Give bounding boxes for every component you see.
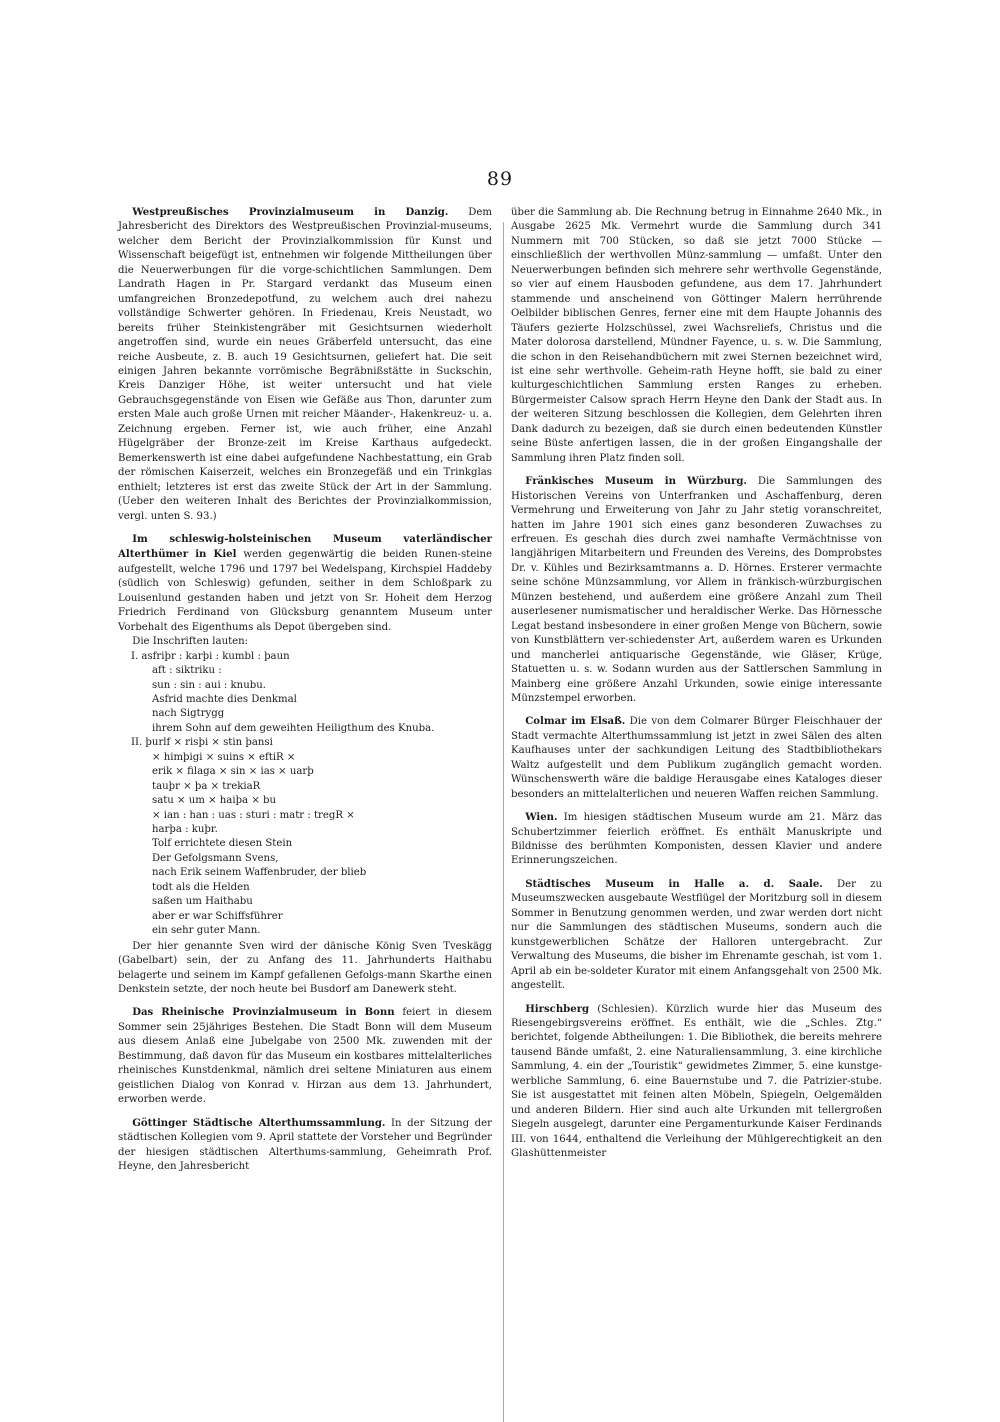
inscription-line: Der Gefolgsmann Svens,: [152, 852, 279, 864]
inscription-line: Asfrid machte dies Denkmal: [152, 693, 297, 705]
inscription-line: nach Sigtrygg: [152, 708, 225, 720]
article-text: Im hiesigen städtischen Museum wurde am 21. März das Schubertzimmer feierlich eröffnet. Es enthält Manuskripte und Bildnisse des berühmten Komponisten, dessen Klavier und andere Erinnerungszeichen.: [511, 812, 882, 867]
inscription-line: Tolf errichtete diesen Stein: [152, 838, 293, 850]
article-heading: Wien.: [525, 811, 558, 824]
inscription-line: harþa : kuþr.: [152, 824, 218, 836]
article-paragraph: [511, 1002, 882, 1162]
inscription-line: sun : sin : aui : knubu.: [152, 679, 266, 691]
inscription-line: todt als die Helden: [152, 881, 250, 893]
article-paragraph: [511, 205, 882, 466]
article-paragraph: [511, 810, 882, 869]
inscription-line: ein sehr guter Mann.: [152, 925, 261, 937]
inscription-line: × ian : han : uas : sturi : matr : tregR ×: [152, 809, 355, 821]
right-column: [511, 205, 882, 1162]
article-heading: Westpreußisches Provinzialmuseum in Danzig.: [132, 206, 449, 218]
inscription-line: aft : siktriku :: [152, 665, 222, 677]
article-heading: Hirschberg: [525, 1002, 590, 1015]
article-text: werden gegenwärtig die beiden Runen-steine aufgestellt, welche 1796 und 1797 bei Wedelspang, Kirchspiel Haddeby (südlich von Schleswig) gefunden, seither in dem Schloßpark zu Louisenlund gestanden haben und jetzt von Sr. Hoheit dem Herzog Friedrich Ferdinand von Glücksburg genanntem Museum unter Vorbehalt des Eigenthums als Depot übergeben sind.: [118, 549, 492, 633]
article-heading: Fränkisches Museum in Würzburg.: [525, 475, 747, 488]
inscription-line: I. asfriþr : karþi : kumbl : þaun: [131, 650, 290, 662]
article-paragraph: [511, 877, 882, 994]
article-text: feiert in diesem Sommer sein 25jähriges Bestehen. Die Stadt Bonn will dem Museum aus diesem Anlaß eine Jubelgabe von 2500 Mk. zuwenden mit der Bestimmung, daß davon für das Museum ein kostbares mittelalterliches rheinisches Kunstdenkmal, nämlich drei seltene Miniaturen aus einem geistlichen Dialog von Konrad v. Hirzan aus dem 13. Jahrhundert, erworben werde.: [118, 1007, 492, 1106]
inscription-line: II. þurlf × risþi × stin þansi: [131, 737, 273, 749]
article-paragraph: [118, 939, 492, 998]
article-paragraph: [118, 205, 492, 524]
article-text: Die von dem Colmarer Bürger Fleischhauer der Stadt vermachte Alterthumssammlung ist jetzt in zwei Sälen des alten Kaufhauses unter der sachkundigen Leitung des Stadtbibliothekars Waltz aufgestellt und dem Publikum zugänglich gemacht worden. Wünschenswerth wäre die baldige Herausgabe eines Kataloges dieser besonders an mittelalterlichen und neueren Waffen reichen Sammlung.: [511, 716, 882, 800]
article-heading: Städtisches Museum in Halle a. d. Saale.: [525, 877, 823, 890]
article-heading: Colmar im Elsaß.: [525, 715, 626, 728]
article-text: über die Sammlung ab. Die Rechnung betrug in Einnahme 2640 Mk., in Ausgabe 2625 Mk. Vermehrt wurde die Sammlung durch 341 Nummern mit 700 Stücken, so daß sie jetzt 7000 Stücke — einschließlich der werthvollen Münz-sammlung — umfaßt. Unter den Neuerwerbungen befinden sich mehrere sehr werthvolle Gegenstände, so vier auf einem Hausboden gefundene, aus dem 17. Jahrhundert stammende und anscheinend von Göttinger Malern herrührende Oelbilder biblischen Genres, ferner eine mit dem Haupte Johannis des Täufers gezierte Holzschüssel, zwei Wachsreliefs, Christus und die Mater dolorosa darstellend, Mündner Fayence, u. s. w. Die Sammlung, die schon in den Reisehandbüchern mit zwei Sternen bezeichnet wird, ist eine sehr werthvolle. Geheim-rath Heyne hofft, sie bald zu einer kulturgeschichtlichen Sammlung ersten Ranges zu erheben. Bürgermeister Calsow sprach Herrn Heyne den Dank der Stadt aus. In der weiteren Sitzung beschlossen die Kollegien, dem Gelehrten ihren Dank dadurch zu bezeigen, daß sie durch einen bedeutenden Künstler seine Büste anfertigen lassen, die in der großen Eingangshalle der Sammlung ihren Platz finden soll.: [511, 207, 882, 464]
article-text: Der zu Museumszwecken ausgebaute Westflügel der Moritzburg soll in diesem Sommer in Benutzung genommen werden, und zwar werden dort nicht nur die Sammlungen des städtischen Museums, sondern auch die kunstgewerblichen Schätze der Halloren untergebracht. Zur Verwaltung des Museums, die bisher im Ehrenamte geschah, ist vom 1. April ab ein be-soldeter Kurator mit einem Anfangsgehalt von 2500 Mk. angestellt.: [511, 878, 882, 992]
inscription-line: × himþigi × suins × eftiR ×: [152, 751, 296, 763]
inscription-line: ihrem Sohn auf dem geweihten Heiligthum des Knuba.: [152, 722, 435, 734]
runic-inscription-block: [118, 650, 492, 939]
article-text: Die Sammlungen des Historischen Vereins von Unterfranken und Aschaffenburg, deren Vermehrung und Erweiterung von Jahr zu Jahr stetig voranschreitet, hatten im Jahre 1901 sich eines ganz besonderen Zuwachses zu erfreuen. Es geschah dies durch zwei namhafte Vermächtnisse von langjährigen Mitarbeitern und Freunden des Vereins, des Domprobstes Dr. v. Kühles und Bezirksamtmanns a. D. Hörnes. Ersterer vermachte seine schöne Münzsammlung, vor Allem in fränkisch-würzburgischen Münzen bestehend, und außerdem eine größere Anzahl zum Theil auserlesener numismatischer und heraldischer Werke. Das Hörnessche Legat bestand insbesondere in einer großen Menge von Büchern, sowie von Kunstblättern ver-schiedenster Art, außerdem waren es Urkunden und mancherlei antiquarische Gegenstände, wie Gläser, Krüge, Statuetten u. s. w. Sodann wurden aus der Sattlerschen Sammlung in Mainberg eine größere Anzahl Urkunden, sowie einige interessante Münzstempel erworben.: [511, 476, 882, 704]
inscriptions-intro: Die Inschriften lauten:: [132, 636, 249, 648]
inscription-line: aber er war Schiffsführer: [152, 910, 283, 922]
page-number: 89: [486, 168, 514, 190]
article-text: (Schlesien). Kürzlich wurde hier das Museum des Riesengebirgsvereins eröffnet. Es enthält, wie die „Schles. Ztg.“ berichtet, folgende Abtheilungen: 1. Die Bibliothek, die bereits mehrere tausend Bände umfaßt, 2. eine Naturaliensammlung, 3. eine kirchliche Sammlung, 4. ein der „Touristik“ gewidmetes Zimmer, 5. eine kunstge-werbliche Sammlung, 6. eine Bauernstube und 7. die Patrizier-stube. Sie ist ausgestattet mit feinen alten Möbeln, Spiegeln, Oelgemälden und anderen Bildern. Hier sind auch alte Urkunden mit tellergroßen Siegeln ausgelegt, darunter eine Pergamenturkunde Kaiser Ferdinands III. von 1644, enthaltend die Verleihung der Mühlgerechtigkeit an den Glashüttenmeister: [511, 1003, 882, 1160]
article-heading: Das Rheinische Provinzialmuseum in Bonn: [132, 1006, 395, 1019]
column-divider: [503, 222, 504, 1422]
article-paragraph: [511, 714, 882, 802]
inscription-line: saßen um Haithabu: [152, 896, 253, 908]
article-paragraph: [118, 1116, 492, 1175]
article-text: Dem Jahresbericht des Direktors des Westpreußischen Provinzial-museums, welcher dem Bericht der Provinzialkommission für Kunst und Wissenschaft beigefügt ist, entnehmen wir folgende Mittheilungen über die Neuerwerbungen für die vorge-schichtlichen Sammlungen. Dem Landrath Hagen in Pr. Stargard verdankt das Museum einen umfangreichen Bronzedepotfund, zu welchem auch drei nahezu vollständige Schwerter gehören. In Friedenau, Kreis Neustadt, wo bereits früher Steinkistengräber mit Gesichtsurnen wiederholt angetroffen sind, wurde ein neues Gräberfeld untersucht, das eine reiche Ausbeute, z. B. auch 19 Gesichtsurnen, geliefert hat. Die seit einigen Jahren bekannte vorrömische Begräbnißstätte in Suckschin, Kreis Danziger Höhe, ist weiter untersucht und hat viele Gebrauchsgegenstände von Eisen wie Gefäße aus Thon, darunter zum ersten Male auch große Urnen mit reicher Mäander-, Hakenkreuz- u. a. Zeichnung ergeben. Ferner ist, wie auch früher, eine Anzahl Hügelgräber der Bronze-zeit im Kreise Karthaus aufgedeckt. Bemerkenswerth ist eine dabei aufgefundene Nachbestattung, ein Grab der römischen Kaiserzeit, welches ein Bronzegefäß und ein Trinkglas enthielt; letzteres ist erst das zweite Stück der Art in der Sammlung. (Ueber den weiteren Inhalt des Berichtes der Provinzialkommission, vergl. unten S. 93.): [118, 207, 492, 522]
article-text: In der Sitzung der städtischen Kollegien vom 9. April stattete der Vorsteher und Begründer der hiesigen städtischen Alterthums-sammlung, Geheimrath Prof. Heyne, den Jahresbericht: [118, 1117, 492, 1172]
article-paragraph: [118, 1005, 492, 1107]
inscription-line: tauþr × þa × trekiaR: [152, 780, 261, 792]
inscription-line: satu × um × haiþa × bu: [152, 795, 277, 807]
article-paragraph: [511, 474, 882, 706]
inscription-line: erik × filaga × sin × ias × uarþ: [152, 766, 314, 778]
article-paragraph: [118, 532, 492, 635]
inscription-line: nach Erik seinem Waffenbruder, der blieb: [152, 867, 367, 879]
article-heading: Göttinger Städtische Alterthumssammlung.: [132, 1116, 386, 1129]
article-text: Der hier genannte Sven wird der dänische König Sven Tveskägg (Gabelbart) sein, der zu Anfang des 11. Jahrhunderts Haithabu belagerte und seinem im Kampf gefallenen Gefolgs-mann Skarthe einen Denkstein setzte, der noch heute bei Busdorf am Danewerk steht.: [118, 940, 492, 996]
article-heading: Im schleswig-holsteinischen Museum vaterländischer Alterthümer in Kiel: [118, 532, 492, 561]
left-column: [118, 205, 492, 1174]
